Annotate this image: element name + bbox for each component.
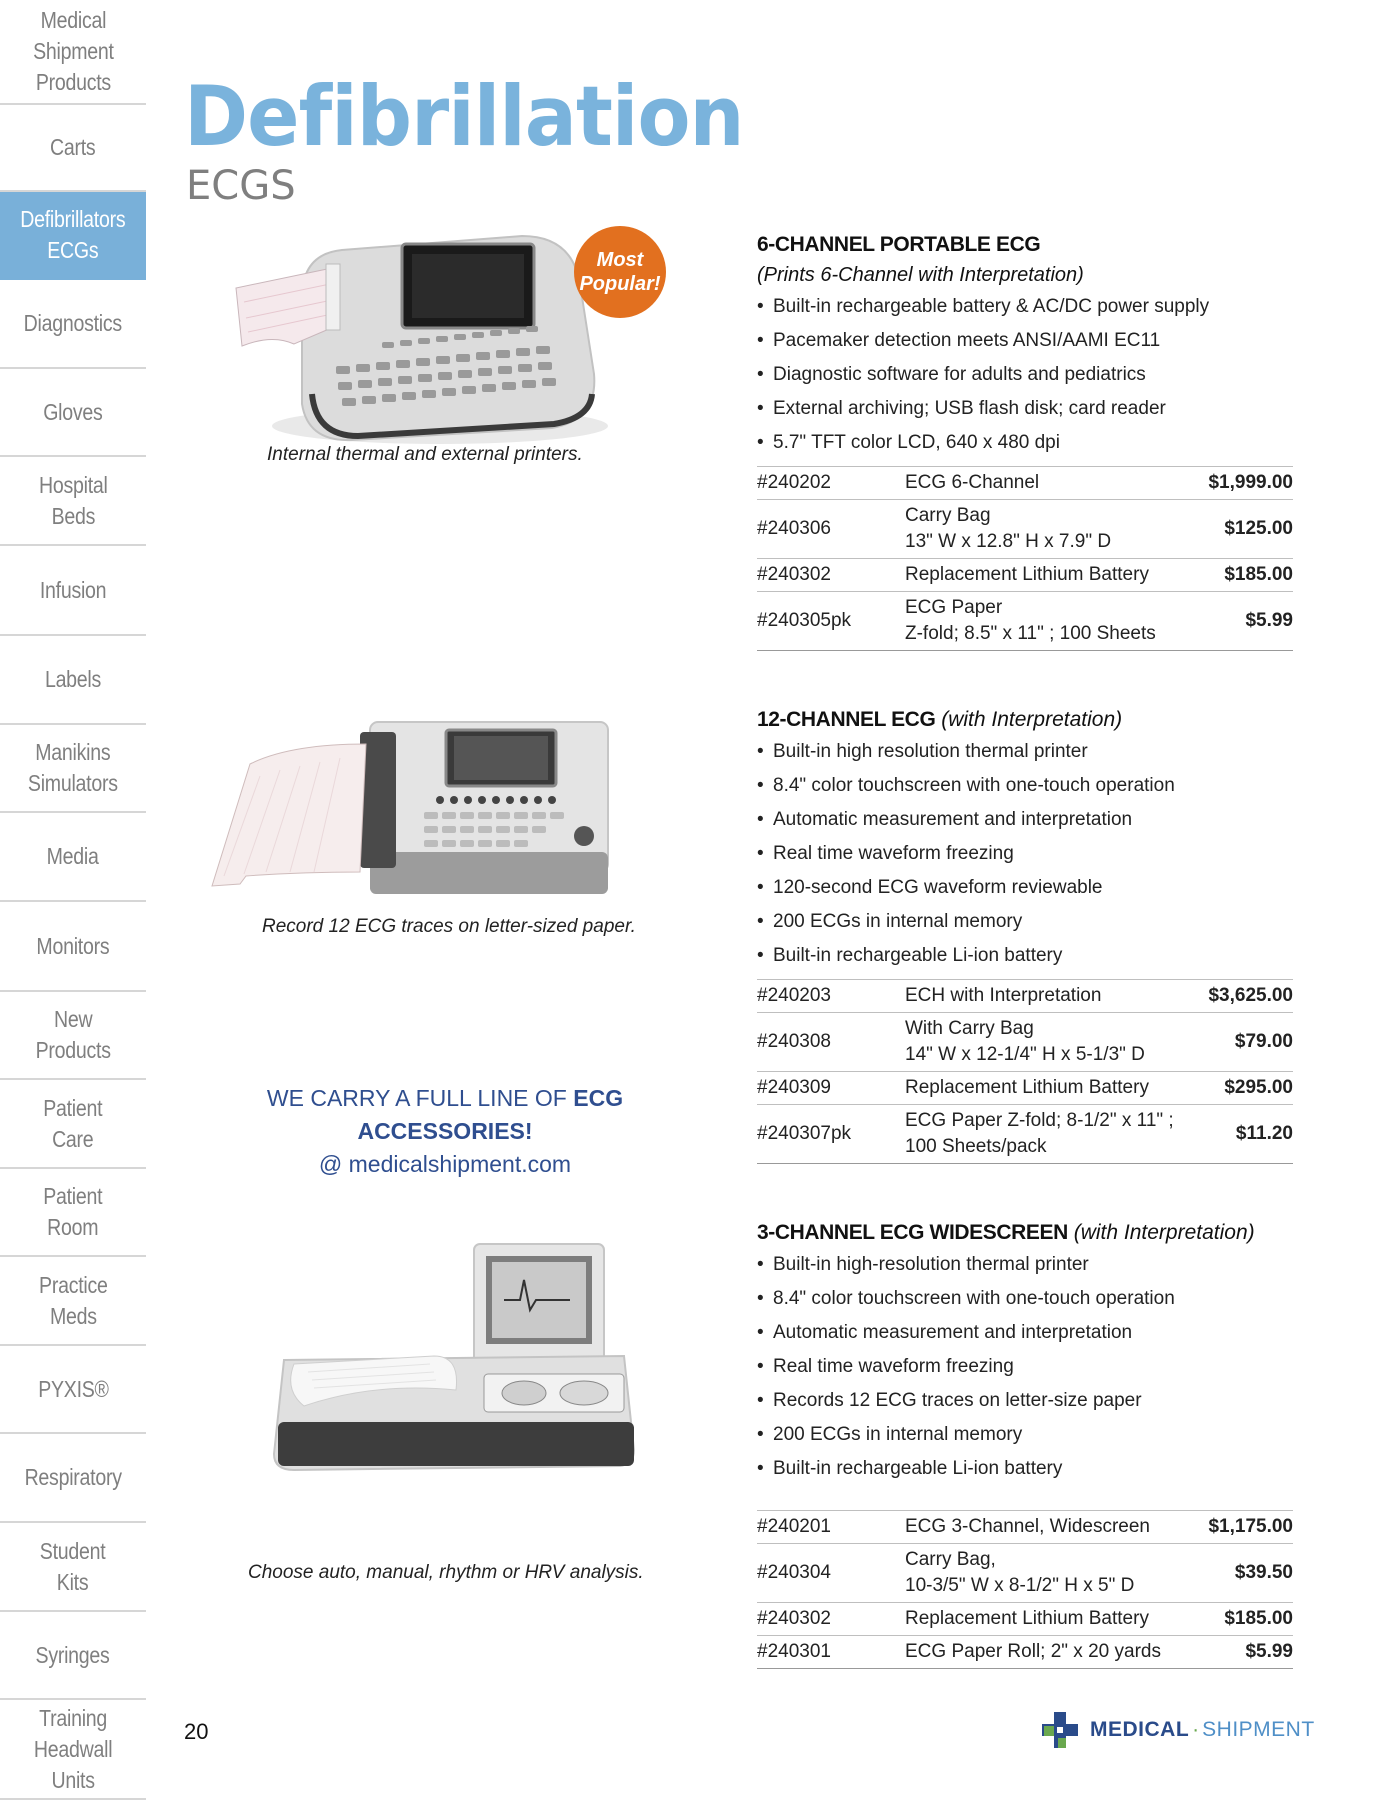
part-sku: #240305pk	[757, 592, 905, 651]
part-description	[905, 467, 1195, 500]
sidebar-item-label: Training Headwall Units	[33, 1704, 113, 1793]
part-price: $3,625.00	[1200, 980, 1293, 1013]
feature-list	[757, 290, 1293, 460]
sidebar-item[interactable]	[0, 1080, 146, 1169]
badge-line-2: Popular!	[579, 273, 661, 295]
part-sku: #240304	[757, 1544, 905, 1603]
part-row	[757, 1603, 1293, 1636]
feature-item: • 120-second ECG waveform reviewable	[757, 871, 1293, 905]
part-description	[905, 1603, 1197, 1636]
page-number: 20	[184, 1719, 209, 1744]
sidebar-item[interactable]	[0, 636, 146, 725]
section-6-channel	[757, 230, 1293, 651]
page-title: Defibrillation	[184, 68, 744, 165]
part-description	[905, 1013, 1200, 1072]
feature-item: • External archiving; USB flash disk; card reader	[757, 392, 1293, 426]
feature-item: • Built-in high resolution thermal printer	[757, 735, 1293, 769]
caption-ecg-6: Internal thermal and external printers.	[267, 444, 583, 465]
part-sku: #240202	[757, 467, 905, 500]
part-price: $79.00	[1200, 1013, 1293, 1072]
logo-word-shipment: SHIPMENT	[1202, 1718, 1315, 1741]
section-title-text: 6-CHANNEL PORTABLE ECG	[757, 233, 1041, 256]
promo-prefix: WE CARRY A FULL LINE OF	[266, 1085, 574, 1111]
part-desc-line-1: Carry Bag,	[905, 1549, 996, 1570]
sidebar-item-label: Syringes	[35, 1641, 111, 1668]
part-desc-line-1: ECH with Interpretation	[905, 985, 1102, 1006]
sidebar-item-label: Patient Room	[43, 1183, 103, 1240]
section-title-suffix: (with Interpretation)	[1073, 1221, 1255, 1244]
part-description	[905, 559, 1195, 592]
part-sku: #240203	[757, 980, 905, 1013]
part-description	[905, 980, 1200, 1013]
cross-logo-icon	[1040, 1710, 1080, 1750]
sidebar-item[interactable]	[0, 105, 146, 192]
caption-ecg-3: Choose auto, manual, rhythm or HRV analysis.	[248, 1562, 644, 1583]
sidebar-item[interactable]	[0, 992, 146, 1080]
feature-item: • Pacemaker detection meets ANSI/AAMI EC11	[757, 324, 1293, 358]
part-desc-line-1: With Carry Bag	[905, 1018, 1034, 1039]
sidebar-item-label: Student Kits	[40, 1537, 106, 1595]
sidebar-item[interactable]	[0, 1257, 146, 1346]
sidebar-item-label: Practice Meds	[38, 1271, 108, 1329]
feature-item: • 200 ECGs in internal memory	[757, 1418, 1293, 1452]
section-3-channel	[757, 1218, 1293, 1669]
feature-item: • 5.7" TFT color LCD, 640 x 480 dpi	[757, 426, 1293, 460]
part-desc-line-2: 10-3/5" W x 8-1/2" H x 5" D	[905, 1575, 1135, 1596]
sidebar-item[interactable]	[0, 546, 146, 636]
feature-item: • 8.4" color touchscreen with one-touch operation	[757, 1282, 1293, 1316]
part-desc-line-1: ECG 6-Channel	[905, 472, 1040, 493]
sidebar-item-label: Infusion	[39, 576, 107, 603]
feature-item: • Built-in high-resolution thermal printer	[757, 1248, 1293, 1282]
section-subtitle: (Prints 6-Channel with Interpretation)	[757, 264, 1084, 286]
part-price: $39.50	[1197, 1544, 1293, 1603]
parts-table	[757, 1510, 1293, 1669]
part-price: $11.20	[1200, 1105, 1293, 1164]
part-desc-line-2: 100 Sheets/pack	[905, 1136, 1047, 1157]
sidebar-item[interactable]	[0, 1169, 146, 1257]
part-price: $185.00	[1195, 559, 1293, 592]
promo-highlight: ECG ACCESSORIES!	[357, 1085, 624, 1144]
accessories-promo	[186, 1082, 704, 1181]
sidebar-item[interactable]	[0, 725, 146, 813]
part-description	[905, 592, 1195, 651]
part-description	[905, 1636, 1197, 1669]
part-description	[905, 1105, 1200, 1164]
sidebar-item[interactable]	[0, 1346, 146, 1434]
sidebar-item[interactable]	[0, 457, 146, 546]
part-desc-line-2: 14" W x 12-1/4" H x 5-1/3" D	[905, 1044, 1145, 1065]
part-sku: #240308	[757, 1013, 905, 1072]
sidebar-item-label: Hospital Beds	[38, 471, 108, 529]
logo-word-medical: MEDICAL	[1090, 1718, 1190, 1741]
sidebar-item-label: PYXIS®	[37, 1375, 109, 1402]
section-title-suffix: (with Interpretation)	[941, 708, 1123, 731]
part-row	[757, 1013, 1293, 1072]
medical-shipment-logo	[1040, 1710, 1315, 1750]
part-sku: #240301	[757, 1636, 905, 1669]
ecg-3-channel-image	[224, 1240, 644, 1485]
part-price: $1,999.00	[1195, 467, 1293, 500]
page-subtitle: ECGS	[186, 163, 296, 209]
part-row	[757, 467, 1293, 500]
part-sku: #240302	[757, 1603, 905, 1636]
feature-item: • Records 12 ECG traces on letter-size paper	[757, 1384, 1293, 1418]
section-title	[757, 1218, 1293, 1248]
part-description	[905, 1511, 1197, 1544]
part-desc-line-1: Replacement Lithium Battery	[905, 1077, 1149, 1098]
part-row	[757, 1105, 1293, 1164]
sidebar-item[interactable]	[0, 1523, 146, 1612]
part-desc-line-1: Carry Bag	[905, 505, 991, 526]
feature-item: • Built-in rechargeable Li-ion battery	[757, 939, 1293, 973]
part-price: $295.00	[1200, 1072, 1293, 1105]
sidebar-item-label: New Products	[35, 1006, 111, 1063]
part-sku: #240302	[757, 559, 905, 592]
part-desc-line-2: Z-fold; 8.5" x 11" ; 100 Sheets	[905, 623, 1156, 644]
part-desc-line-1: ECG Paper Z-fold; 8-1/2" x 11" ;	[905, 1110, 1174, 1131]
feature-list	[757, 1248, 1293, 1486]
part-desc-line-2: 13" W x 12.8" H x 7.9" D	[905, 531, 1112, 552]
part-sku: #240306	[757, 500, 905, 559]
feature-list	[757, 735, 1293, 973]
part-row	[757, 1636, 1293, 1669]
sidebar-item[interactable]	[0, 1434, 146, 1523]
part-row	[757, 1072, 1293, 1105]
sidebar-item[interactable]	[0, 1700, 146, 1800]
sidebar-item-label: Labels	[44, 666, 102, 692]
part-price: $5.99	[1197, 1636, 1293, 1669]
part-sku: #240307pk	[757, 1105, 905, 1164]
sidebar-item[interactable]	[0, 192, 146, 280]
sidebar-item-label: Defibrillators ECGs	[20, 206, 126, 263]
section-12-channel	[757, 705, 1293, 1164]
feature-item: • Real time waveform freezing	[757, 1350, 1293, 1384]
part-price: $5.99	[1195, 592, 1293, 651]
sidebar-item[interactable]	[0, 902, 146, 992]
part-row	[757, 1511, 1293, 1544]
part-price: $125.00	[1195, 500, 1293, 559]
section-title-text: 12-CHANNEL ECG	[757, 708, 936, 731]
sidebar-item[interactable]	[0, 280, 146, 369]
sidebar-item-label: Gloves	[43, 398, 103, 425]
parts-table	[757, 979, 1293, 1164]
part-desc-line-1: Replacement Lithium Battery	[905, 1608, 1149, 1629]
part-row	[757, 980, 1293, 1013]
part-row	[757, 592, 1293, 651]
caption-ecg-12: Record 12 ECG traces on letter-sized paper.	[262, 916, 636, 937]
feature-item: • Real time waveform freezing	[757, 837, 1293, 871]
part-desc-line-1: ECG 3-Channel, Widescreen	[905, 1516, 1150, 1537]
sidebar-item-label: Carts	[50, 134, 96, 160]
part-description	[905, 1072, 1200, 1105]
section-title-text: 3-CHANNEL ECG WIDESCREEN	[757, 1221, 1068, 1244]
part-description	[905, 500, 1195, 559]
sidebar-item[interactable]	[0, 813, 146, 902]
sidebar-item-label: Medical Shipment Products	[32, 7, 114, 95]
sidebar-item-label: Diagnostics	[23, 310, 123, 336]
sidebar-item-label: Respiratory	[24, 1464, 122, 1490]
sidebar-item-label: Monitors	[36, 932, 110, 959]
part-sku: #240201	[757, 1511, 905, 1544]
part-price: $185.00	[1197, 1603, 1293, 1636]
feature-item: • Diagnostic software for adults and pediatrics	[757, 358, 1293, 392]
ecg-6-channel-image	[232, 214, 612, 455]
feature-item: • Built-in rechargeable battery & AC/DC power supply	[757, 290, 1293, 324]
parts-table	[757, 466, 1293, 651]
sidebar-item[interactable]	[0, 1612, 146, 1700]
feature-item: • Automatic measurement and interpretation	[757, 803, 1293, 837]
sidebar-item-label: Manikins Simulators	[28, 739, 118, 796]
feature-item: • Built-in rechargeable Li-ion battery	[757, 1452, 1293, 1486]
sidebar-item[interactable]	[0, 369, 146, 457]
promo-url-link[interactable]: @ medicalshipment.com	[318, 1151, 572, 1177]
part-desc-line-1: ECG Paper	[905, 597, 1003, 618]
part-row	[757, 1544, 1293, 1603]
part-description	[905, 1544, 1197, 1603]
feature-item: • Automatic measurement and interpretation	[757, 1316, 1293, 1350]
section-title	[757, 230, 1293, 260]
sidebar-item[interactable]	[0, 0, 146, 105]
part-price: $1,175.00	[1197, 1511, 1293, 1544]
ecg-12-channel-image	[210, 716, 640, 911]
feature-item: • 8.4" color touchscreen with one-touch operation	[757, 769, 1293, 803]
badge-line-1: Most	[596, 249, 644, 271]
part-desc-line-1: Replacement Lithium Battery	[905, 564, 1149, 585]
sidebar-nav	[0, 0, 146, 1800]
feature-item: • 200 ECGs in internal memory	[757, 905, 1293, 939]
logo-dot: ·	[1192, 1718, 1200, 1741]
part-row	[757, 559, 1293, 592]
part-row	[757, 500, 1293, 559]
part-desc-line-1: ECG Paper Roll; 2" x 20 yards	[905, 1641, 1161, 1662]
part-sku: #240309	[757, 1072, 905, 1105]
sidebar-item-label: Media	[47, 843, 99, 869]
most-popular-badge	[574, 226, 666, 318]
section-title	[757, 705, 1293, 735]
sidebar-item-label: Patient Care	[43, 1094, 103, 1152]
